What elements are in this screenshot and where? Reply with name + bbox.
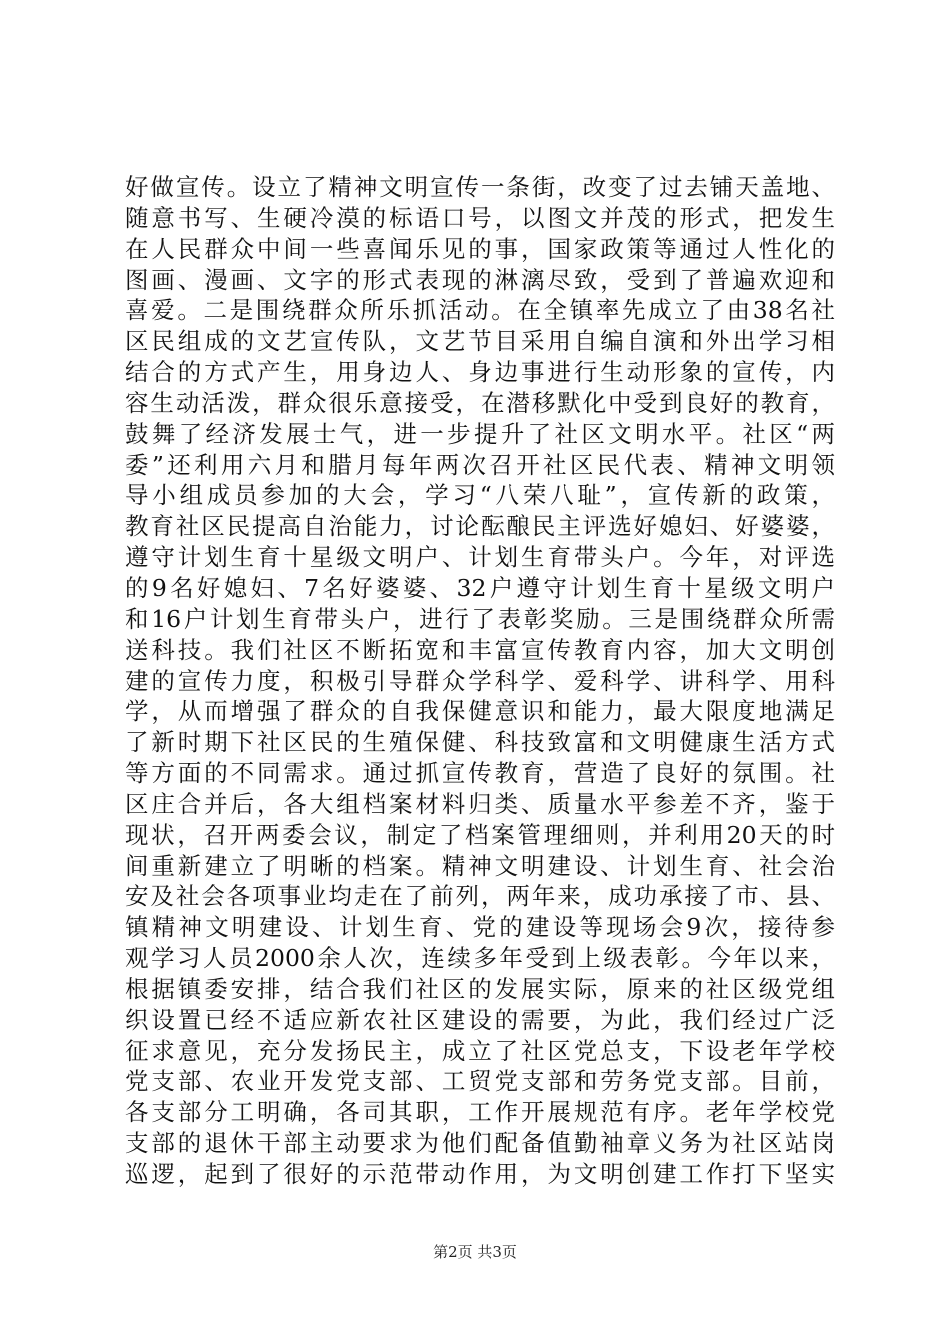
text-line: 征求意见，充分发扬民主，成立了社区党总支，下设老年学校 [125,1036,835,1065]
text-line: 巡逻，起到了很好的示范带动作用，为文明创建工作打下坚实 [125,1160,835,1188]
text-line: 在人民群众中间一些喜闻乐见的事，国家政策等通过人性化的 [125,234,835,263]
text-line: 鼓舞了经济发展士气，进一步提升了社区文明水平。社区“两 [125,419,835,448]
text-line: 容生动活泼，群众很乐意接受，在潜移默化中受到良好的教育， [125,388,835,417]
page-footer [0,1241,950,1262]
text-line: 观学习人员2000余人次，连续多年受到上级表彰。今年以来， [125,944,835,973]
text-line: 织设置已经不适应新农社区建设的需要，为此，我们经过广泛 [125,1005,835,1034]
text-line: 学，从而增强了群众的自我保健意识和能力，最大限度地满足 [125,697,835,726]
text-line: 了新时期下社区民的生殖保健、科技致富和文明健康生活方式 [125,728,835,757]
text-line: 根据镇委安排，结合我们社区的发展实际，原来的社区级党组 [125,974,835,1003]
text-line: 现状，召开两委会议，制定了档案管理细则，并利用20天的时 [125,820,835,849]
text-line: 随意书写、生硬冷漠的标语口号，以图文并茂的形式，把发生 [125,203,835,232]
text-line: 建的宣传力度，积极引导群众学科学、爱科学、讲科学、用科 [125,666,835,695]
text-line: 安及社会各项事业均走在了前列，两年来，成功承接了市、县、 [125,882,835,911]
text-line: 委”还利用六月和腊月每年两次召开社区民代表、精神文明领 [125,450,835,479]
text-line: 喜爱。二是围绕群众所乐抓活动。在全镇率先成立了由38名社 [125,296,835,325]
text-line: 支部的退休干部主动要求为他们配备值勤袖章义务为社区站岗 [125,1129,835,1158]
text-line: 和16户计划生育带头户，进行了表彰奖励。三是围绕群众所需 [125,604,835,633]
text-line: 等方面的不同需求。通过抓宣传教育，营造了良好的氛围。社 [125,759,835,788]
text-line: 各支部分工明确，各司其职，工作开展规范有序。老年学校党 [125,1098,835,1127]
text-line: 送科技。我们社区不断拓宽和丰富宣传教育内容，加大文明创 [125,635,835,664]
text-line: 区庄合并后，各大组档案材料归类、质量水平参差不齐，鉴于 [125,789,835,818]
text-line: 镇精神文明建设、计划生育、党的建设等现场会9次，接待参 [125,913,835,942]
text-line: 好做宣传。设立了精神文明宣传一条街，改变了过去铺天盖地、 [125,173,835,201]
text-line: 党支部、农业开发党支部、工贸党支部和劳务党支部。目前， [125,1067,835,1096]
text-line: 结合的方式产生，用身边人、身边事进行生动形象的宣传，内 [125,358,835,387]
text-line: 图画、漫画、文字的形式表现的淋漓尽致，受到了普遍欢迎和 [125,265,835,294]
body-text [125,172,835,1190]
page-number-label: 第2页 共3页 [433,1243,517,1261]
text-line: 间重新建立了明晰的档案。精神文明建设、计划生育、社会治 [125,851,835,880]
text-line: 教育社区民提高自治能力，讨论酝酿民主评选好媳妇、好婆婆， [125,512,835,541]
text-line: 区民组成的文艺宣传队，文艺节目采用自编自演和外出学习相 [125,327,835,356]
text-line: 的9名好媳妇、7名好婆婆、32户遵守计划生育十星级文明户 [125,573,835,602]
text-line: 导小组成员参加的大会，学习“八荣八耻”，宣传新的政策， [125,481,835,510]
text-line: 遵守计划生育十星级文明户、计划生育带头户。今年，对评选 [125,543,835,572]
